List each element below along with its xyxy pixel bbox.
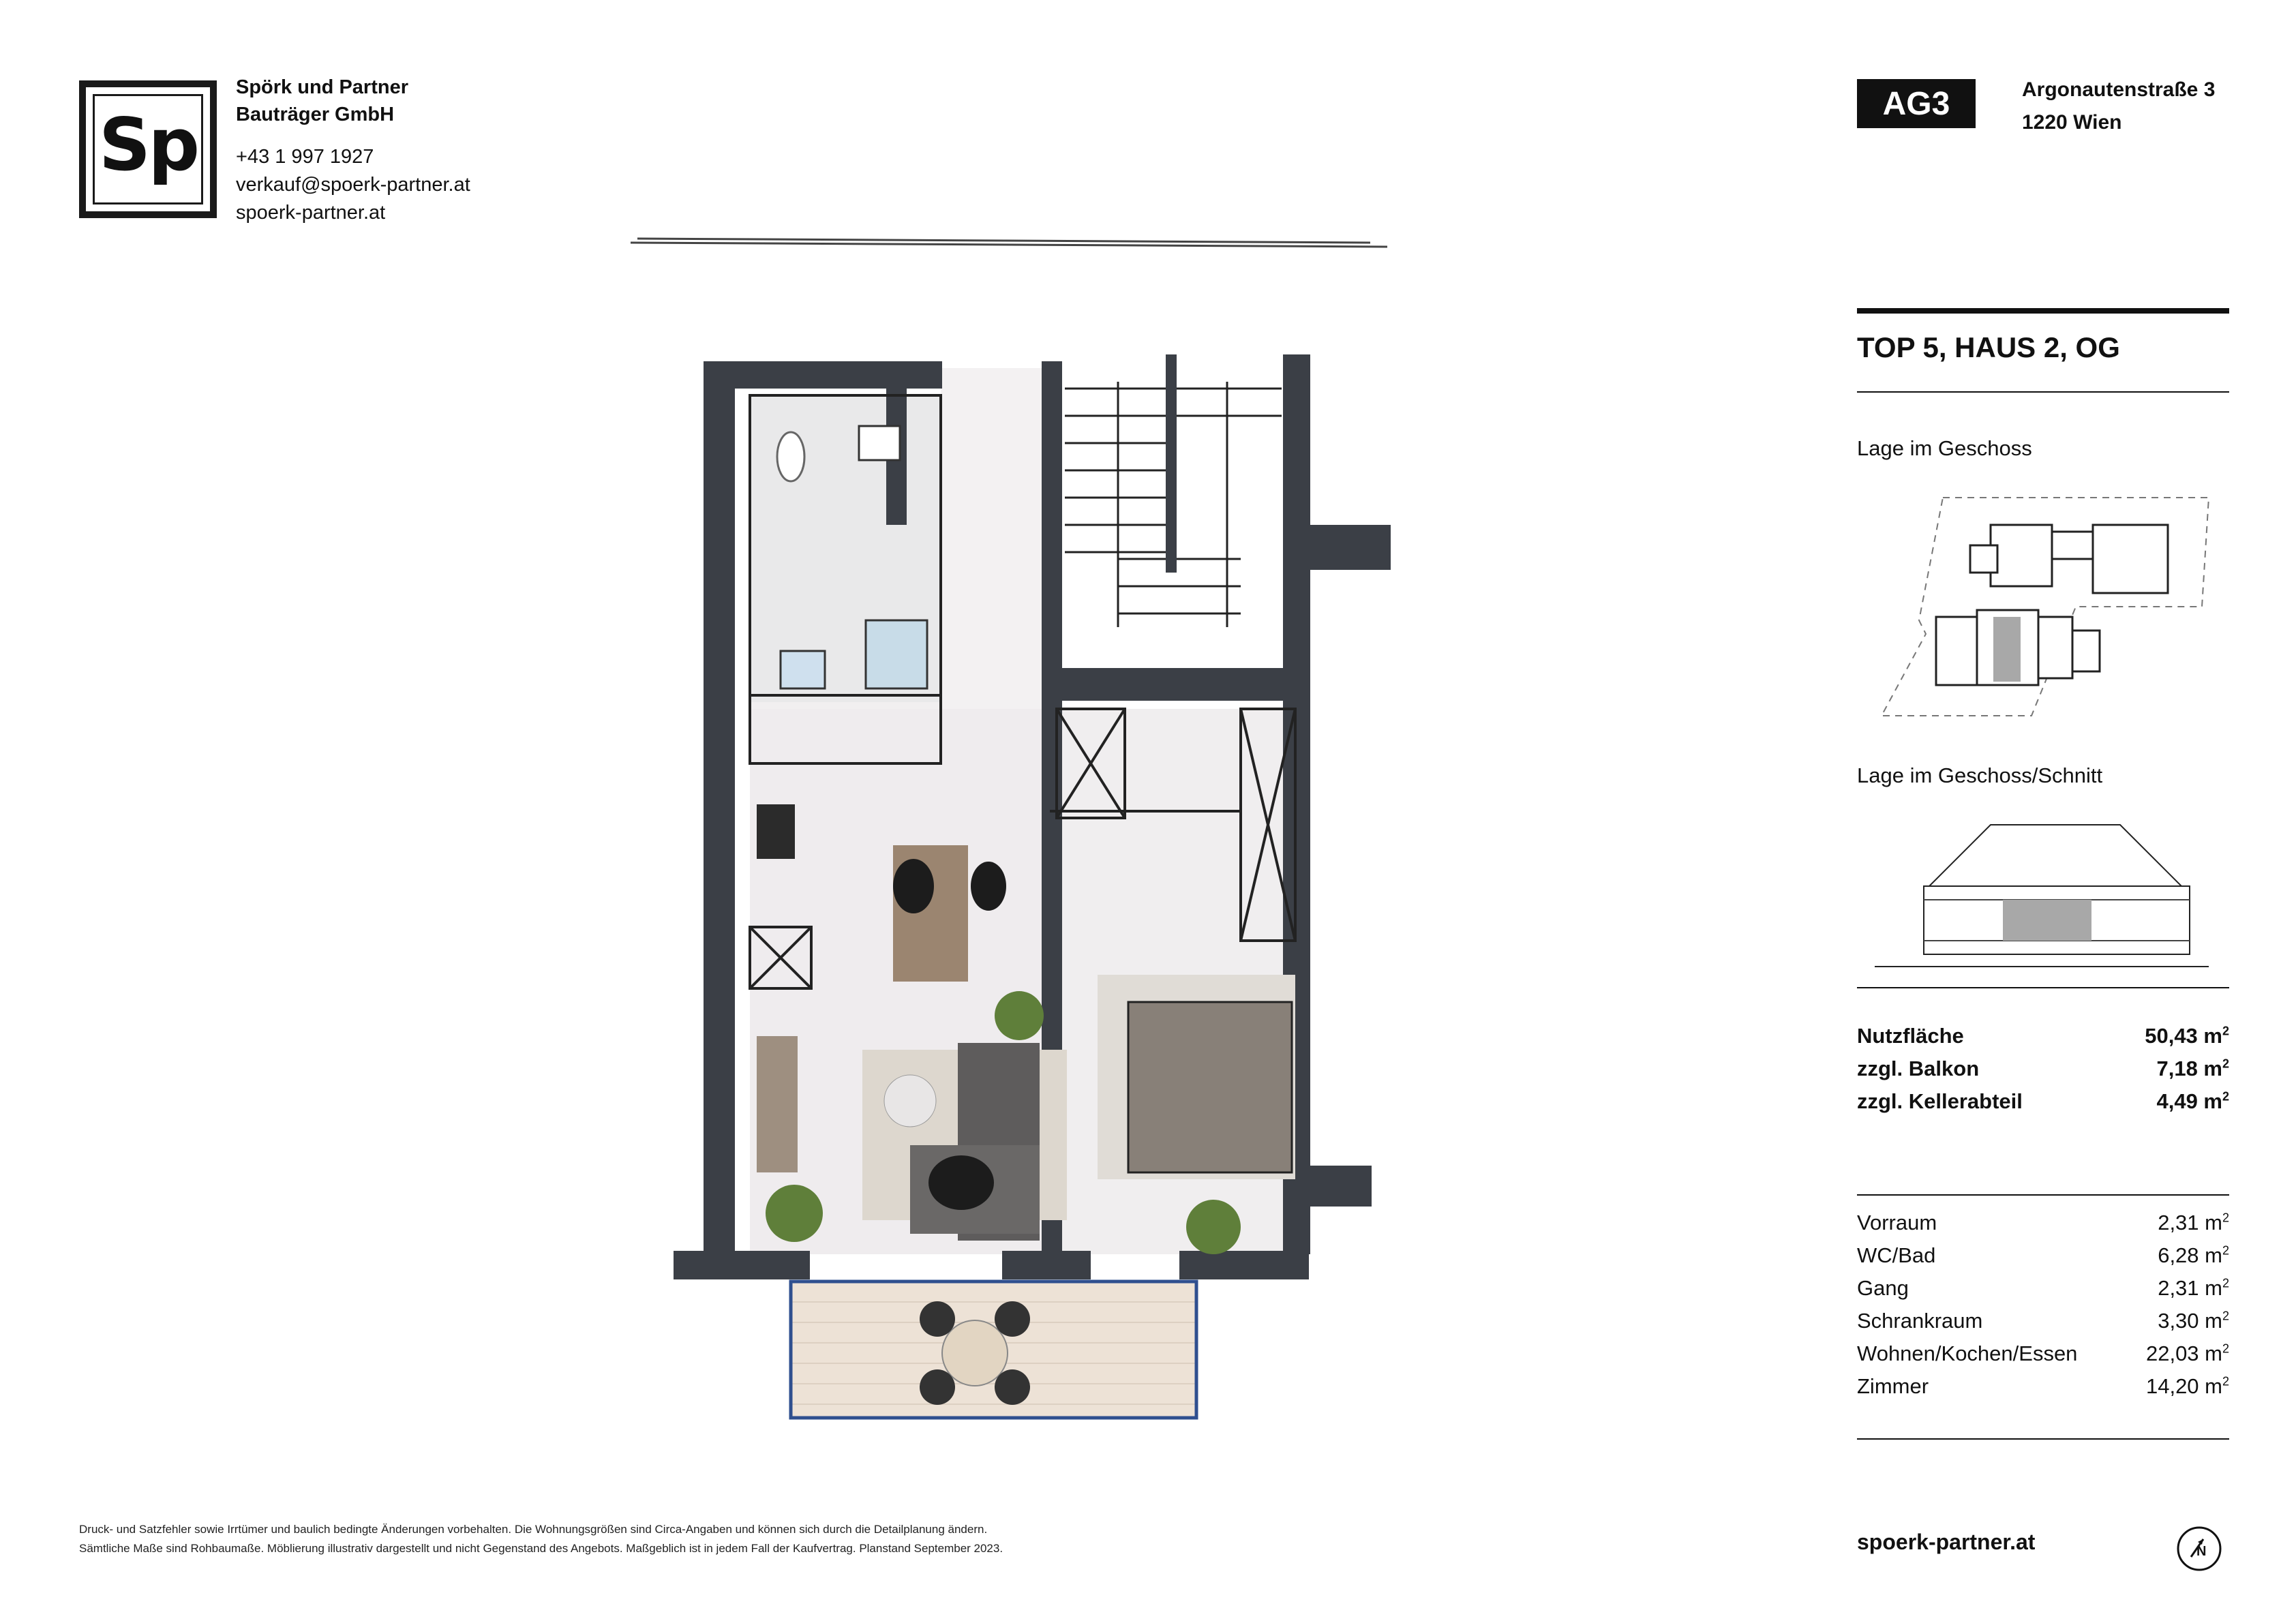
disclaimer-line1: Druck- und Satzfehler sowie Irrtümer und baulich bedingte Änderungen vorbehalten. Die Wohnungsgrößen sind Circa-Angaben und können sich durch die Detailplanung ändern. [79, 1523, 988, 1536]
project-address [2022, 74, 2215, 139]
summary-row-nutzflaeche [1857, 1024, 2229, 1048]
room-row-vorraum [1857, 1211, 2229, 1235]
room-value: 2,31 $m^2$ [2158, 1276, 2229, 1300]
room-label: Gang [1857, 1276, 1909, 1300]
summary-label: zzgl. Balkon [1857, 1057, 1980, 1080]
room-value: 2,31 $m^2$ [2158, 1211, 2229, 1234]
disclaimer [79, 1520, 1003, 1558]
title-top-rule [1857, 308, 2229, 314]
summary-value: 4,49 $m^2$ [2156, 1089, 2229, 1113]
project-code-badge: AG3 [1857, 79, 1976, 128]
rooms-bottom-rule [1857, 1438, 2229, 1440]
room-row-gang [1857, 1276, 2229, 1301]
room-label: Wohnen/Kochen/Essen [1857, 1341, 2078, 1365]
disclaimer-line2: Sämtliche Maße sind Rohbaumaße. Möblierung illustrativ dargestellt und nicht Gegenstand des Angebots. Maßgeblich ist in jedem Fall der Kaufvertrag. Planstand September 2023. [79, 1542, 1003, 1555]
address-city: 1220 Wien [2022, 111, 2122, 134]
title-bottom-rule [1857, 391, 2229, 393]
room-row-zimmer [1857, 1374, 2229, 1399]
footer-url-link[interactable]: spoerk-partner.at [1857, 1530, 2036, 1554]
contact-email[interactable]: verkauf@spoerk-partner.at [236, 174, 470, 196]
building-section-icon [1875, 804, 2216, 975]
logo-text: Sp [98, 102, 198, 187]
summary-value: 50,43 $m^2$ [2145, 1024, 2229, 1048]
stairwell [1065, 354, 1282, 627]
address-street: Argonautenstraße 3 [2022, 78, 2216, 101]
summary-top-rule [1857, 987, 2229, 988]
summary-value: 7,18 $m^2$ [2156, 1057, 2229, 1080]
room-label: WC/Bad [1857, 1243, 1936, 1267]
company-name-line1: Spörk und Partner [236, 76, 408, 98]
balcony [791, 1281, 1196, 1418]
room-value: 14,20 $m^2$ [2145, 1374, 2229, 1398]
site-plan-icon [1868, 491, 2222, 723]
room-row-wc-bad [1857, 1243, 2229, 1268]
floor-position-label: Lage im Geschoss [1857, 436, 2032, 460]
summary-label: Nutzfläche [1857, 1024, 1964, 1048]
room-label: Vorraum [1857, 1211, 1937, 1234]
rooms-top-rule [1857, 1194, 2229, 1196]
room-row-schrankraum [1857, 1309, 2229, 1333]
contact-website[interactable]: spoerk-partner.at [236, 202, 386, 224]
company-name-line2: Bauträger GmbH [236, 104, 395, 125]
svg-text:N: N [2196, 1544, 2207, 1559]
room-label: Zimmer [1857, 1374, 1929, 1398]
sketch-lines [631, 239, 1387, 247]
room-row-wohnen-kochen-essen [1857, 1341, 2229, 1366]
room-value: 22,03 $m^2$ [2145, 1341, 2229, 1365]
contact-phone[interactable]: +43 1 997 1927 [236, 146, 374, 168]
summary-row-kellerabteil [1857, 1089, 2229, 1114]
north-arrow-icon [2176, 1526, 2222, 1572]
room-label: Schrankraum [1857, 1309, 1983, 1333]
section-position-label: Lage im Geschoss/Schnitt [1857, 763, 2103, 787]
unit-title: TOP 5, HAUS 2, OG [1857, 331, 2120, 363]
summary-row-balkon [1857, 1057, 2229, 1081]
room-value: 3,30 $m^2$ [2158, 1309, 2229, 1333]
room-value: 6,28 $m^2$ [2158, 1243, 2229, 1267]
summary-label: zzgl. Kellerabteil [1857, 1089, 2023, 1113]
